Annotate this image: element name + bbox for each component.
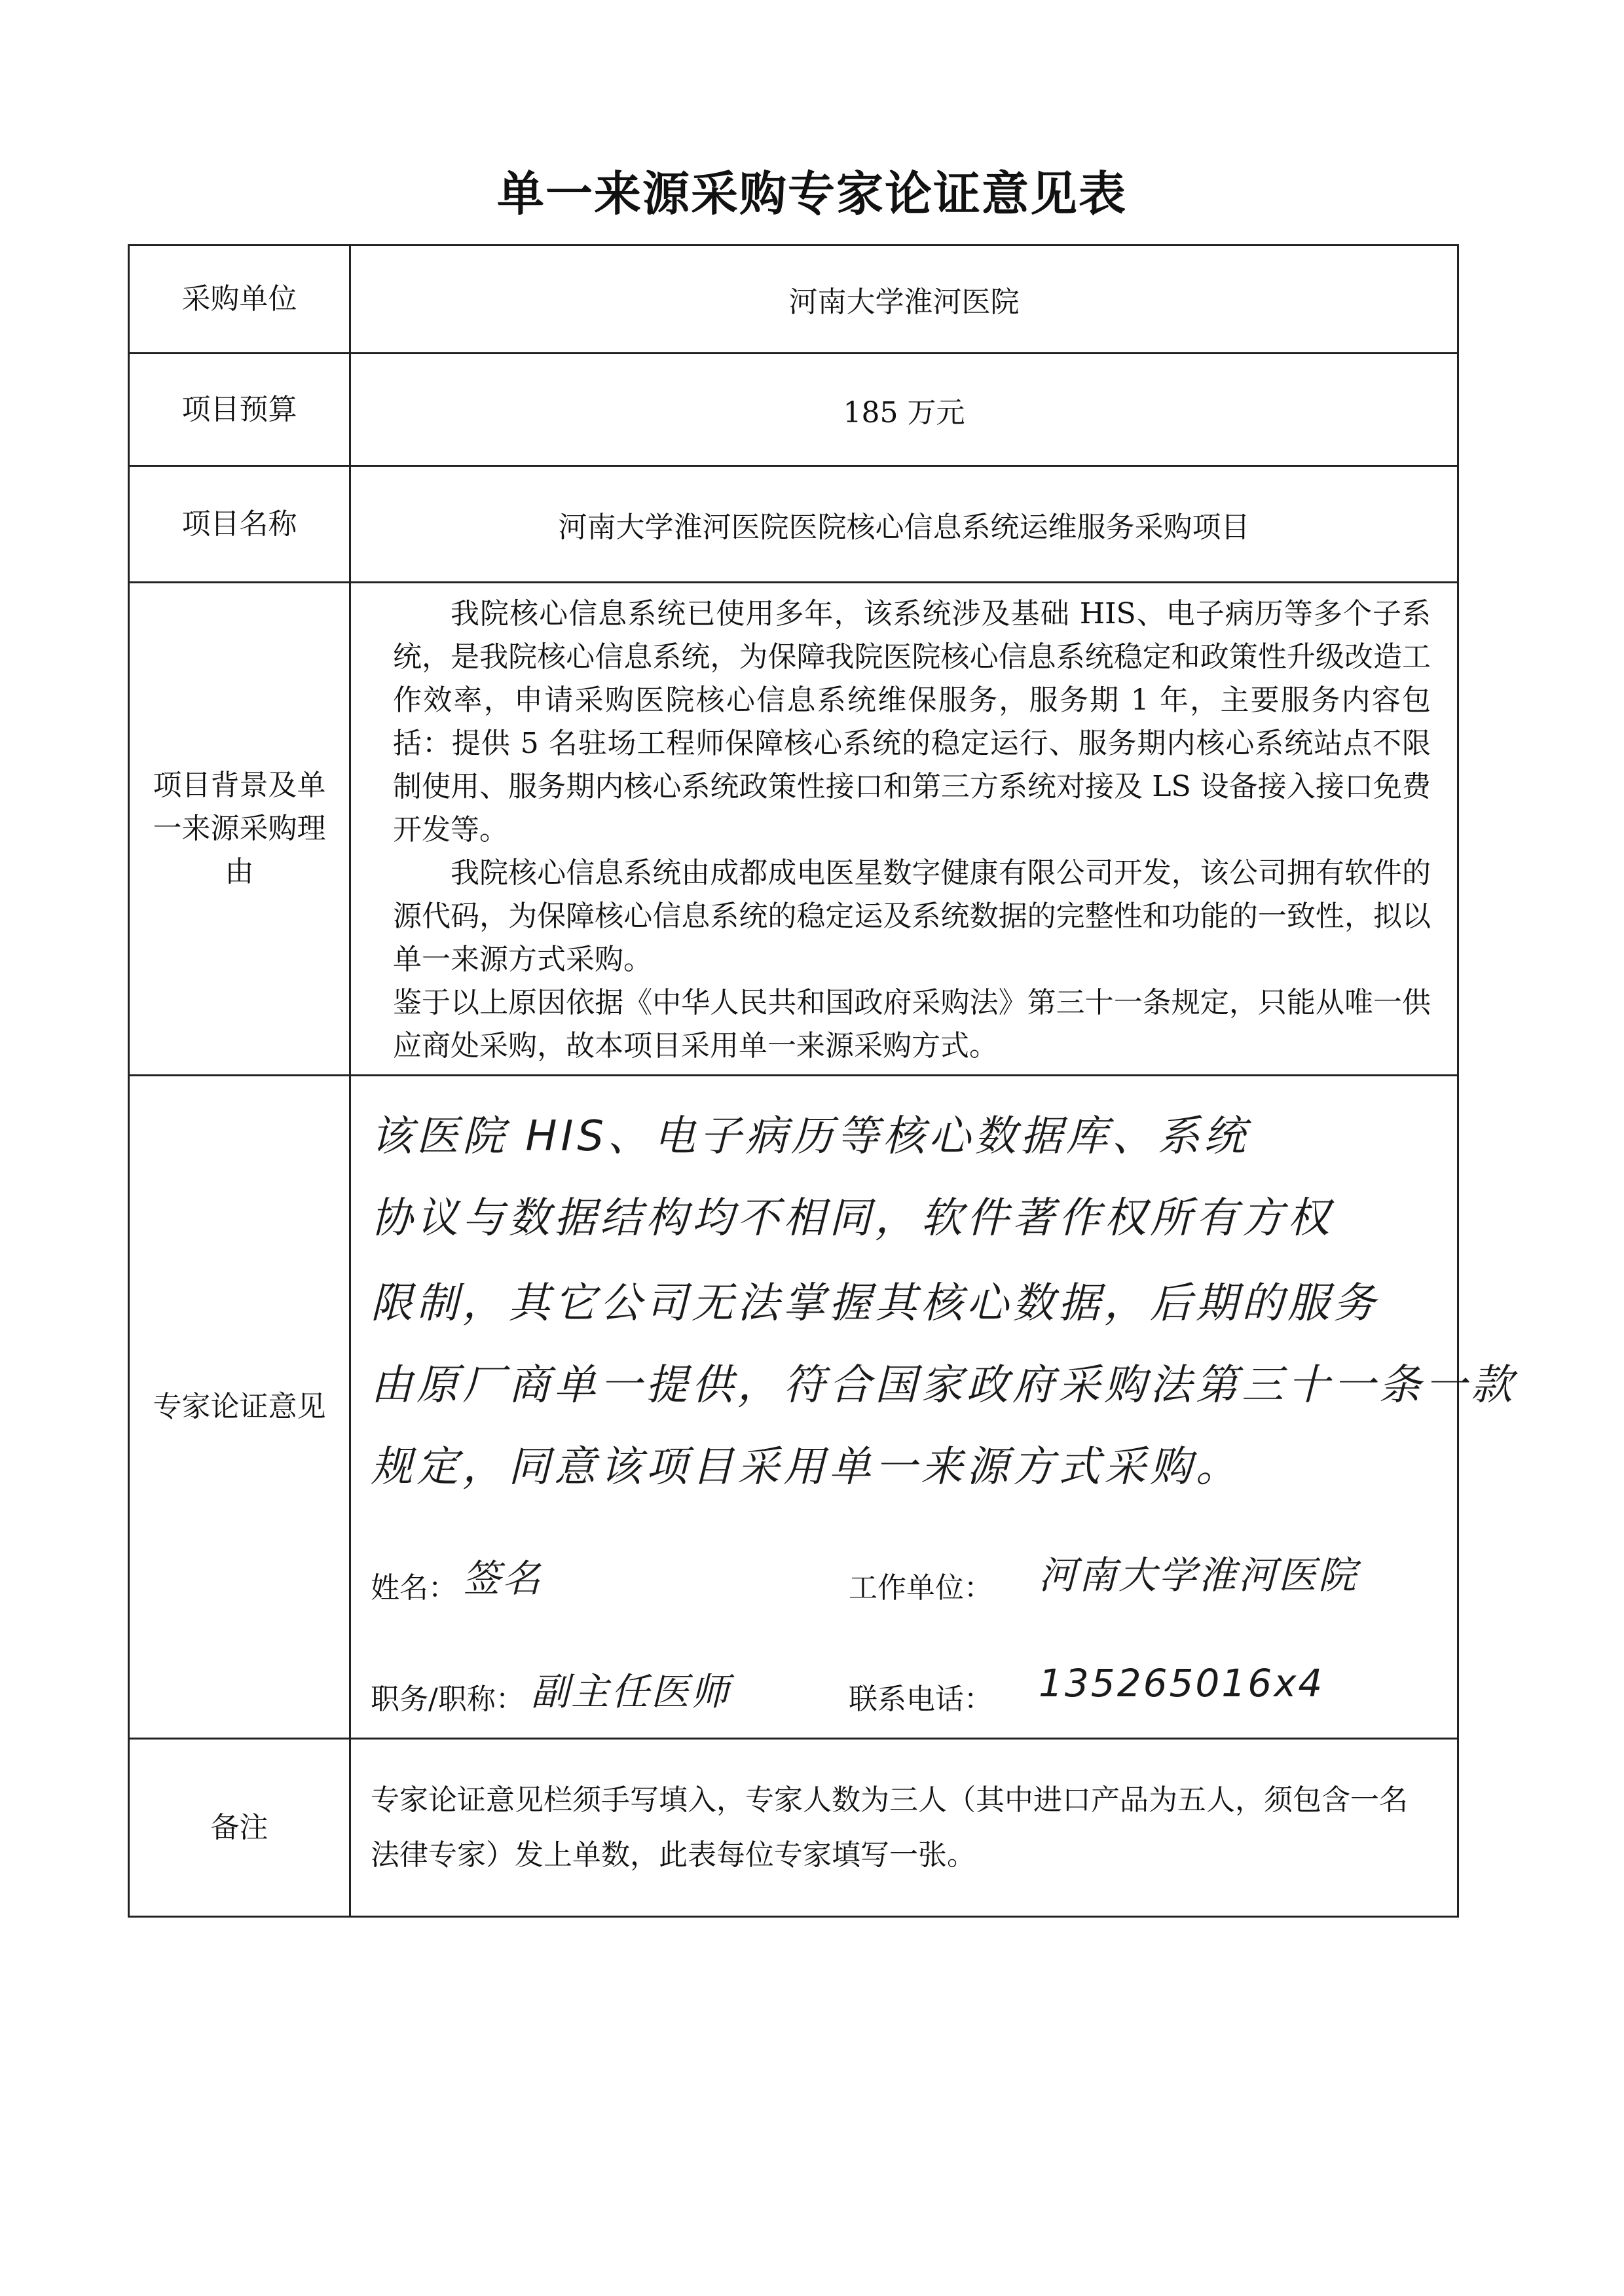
handwritten-opinion-line-4: 由原厂商单一提供，符合国家政府采购法第三十一条一款 [371, 1361, 1517, 1410]
value-project-name: 河南大学淮河医院医院核心信息系统运维服务采购项目 [350, 466, 1458, 583]
value-purchasing-unit: 河南大学淮河医院 [350, 246, 1458, 354]
expert-signature: 签名 [462, 1556, 543, 1601]
handwritten-opinion-line-3: 限制，其它公司无法掌握其核心数据，后期的服务 [371, 1279, 1379, 1328]
background-paragraph-1: 我院核心信息系统已使用多年，该系统涉及基础 HIS、电子病历等多个子系统，是我院核心信息系统，为保障我院医院核心信息系统稳定和政策性升级改造工作效率，申请采购医院核心信息系统维保服务，服务期 1 年，主要服务内容包括：提供 5 名驻场工程师保障核心系统的稳定运行、服务期内核心系统站点不限制使用、服务期内核心系统政策性接口和第三方系统对接及 LS 设备接入接口免费开发等。 [393, 597, 1431, 847]
handwritten-opinion-line-5: 规定，同意该项目采用单一来源方式采购。 [371, 1443, 1242, 1491]
job-title-value: 副主任医师 [531, 1669, 731, 1714]
phone-value: 135265016x4 [1039, 1661, 1325, 1705]
page-title: 单一来源采购专家论证意见表 [496, 166, 1127, 221]
background-text [350, 583, 1458, 1076]
handwritten-opinion-line-2: 协议与数据结构均不相同，软件著作权所有方权 [371, 1194, 1333, 1243]
row-project-name [129, 466, 1458, 583]
background-paragraph-3: 鉴于以上原因依据《中华人民共和国政府采购法》第三十一条规定，只能从唯一供应商处采购，故本项目采用单一来源采购方式。 [393, 986, 1431, 1063]
job-title-label: 职务/职称： [371, 1683, 525, 1716]
handwritten-opinion-line-1: 该医院 HIS、电子病历等核心数据库、系统 [371, 1112, 1249, 1161]
expert-opinion-cell [350, 1076, 1517, 1739]
label-project-name: 项目名称 [129, 466, 350, 583]
value-project-budget: 185 万元 [350, 354, 1458, 466]
label-purchasing-unit: 采购单位 [129, 246, 350, 354]
label-project-budget: 项目预算 [129, 354, 350, 466]
work-unit-label: 工作单位： [849, 1571, 993, 1605]
notes-text: 专家论证意见栏须手写填入，专家人数为三人（其中进口产品为五人，须包含一名法律专家）发上单数，此表每位专家填写一张。 [350, 1739, 1458, 1917]
label-expert-opinion: 专家论证意见 [129, 1076, 350, 1739]
background-paragraph-2: 我院核心信息系统由成都成电医星数字健康有限公司开发，该公司拥有软件的源代码，为保障核心信息系统的稳定运及系统数据的完整性和功能的一致性，拟以单一来源方式采购。 [393, 856, 1431, 976]
label-notes: 备注 [129, 1739, 350, 1917]
row-purchasing-unit [129, 246, 1458, 354]
expert-name-label: 姓名： [371, 1571, 457, 1605]
row-project-background [129, 583, 1458, 1076]
row-project-budget [129, 354, 1458, 466]
row-expert-opinion [129, 1076, 1458, 1739]
opinion-form-table [128, 244, 1517, 1918]
row-notes [129, 1739, 1458, 1917]
work-unit-value: 河南大学淮河医院 [1039, 1553, 1359, 1597]
label-project-background: 项目背景及单一来源采购理由 [129, 583, 350, 1076]
phone-label: 联系电话： [849, 1683, 993, 1716]
